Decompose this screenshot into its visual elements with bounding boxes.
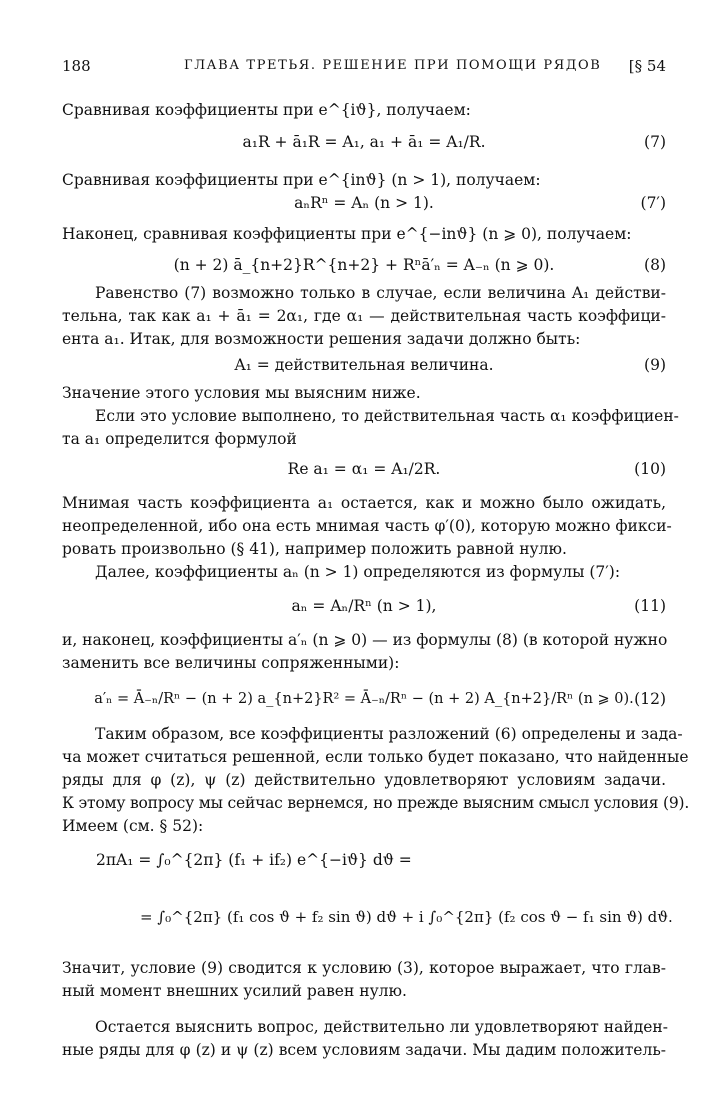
integral-equation-line-1: 2πA₁ = ∫₀^{2π} (f₁ + if₂) e^{−iϑ} dϑ = [96, 851, 412, 869]
paragraph-line: заменить все величины сопряженными): [62, 654, 400, 672]
equation-8: (n + 2) ā_{n+2}R^{n+2} + Rⁿā′ₙ = A₋ₙ (n ⩾ 0). [173, 256, 555, 274]
equation-number: (12) [634, 690, 666, 708]
section-marker: [§ 54 [628, 57, 666, 75]
paragraph-line: Имеем (см. § 52): [62, 817, 204, 835]
paragraph-line: ный момент внешних усилий равен нулю. [62, 982, 407, 1000]
paragraph-line: тельна, так как a₁ + ā₁ = 2α₁, где α₁ — действительная часть коэффици- [62, 307, 666, 325]
paragraph-line: неопределенной, ибо она есть мнимая часть φ′(0), которую можно фикси- [62, 517, 672, 535]
equation-number: (7) [644, 133, 666, 151]
paragraph-line: Равенство (7) возможно только в случае, если величина A₁ действи- [95, 284, 666, 302]
equation-number: (9) [644, 356, 666, 374]
paragraph-line: К этому вопросу мы сейчас вернемся, но прежде выясним смысл условия (9). [62, 794, 690, 812]
paragraph-line: Мнимая часть коэффициента a₁ остается, как и можно было ожидать, [62, 494, 666, 512]
paragraph-line: Наконец, сравнивая коэффициенты при e^{−inϑ} (n ⩾ 0), получаем: [62, 225, 632, 243]
paragraph-line: Значение этого условия мы выясним ниже. [62, 384, 421, 402]
running-header [62, 57, 666, 77]
equation-10: Re a₁ = α₁ = A₁/2R. [287, 460, 441, 478]
paragraph-line: ровать произвольно (§ 41), например положить равной нулю. [62, 540, 567, 558]
paragraph-line: ента a₁. Итак, для возможности решения задачи должно быть: [62, 330, 581, 348]
paragraph-line: Остается выяснить вопрос, действительно ли удовлетворяют найден- [95, 1018, 668, 1036]
paragraph-line: ча может считаться решенной, если только будет показано, что найденные [62, 748, 689, 766]
paragraph-line: и, наконец, коэффициенты a′ₙ (n ⩾ 0) — из формулы (8) (в которой нужно [62, 631, 668, 649]
equation-7-prime: aₙRⁿ = Aₙ (n > 1). [294, 194, 434, 212]
paragraph-line: Сравнивая коэффициенты при e^{inϑ} (n > 1), получаем: [62, 171, 541, 189]
paragraph-line: Далее, коэффициенты aₙ (n > 1) определяются из формулы (7′): [95, 563, 621, 581]
equation-number: (10) [634, 460, 666, 478]
paragraph-line: Сравнивая коэффициенты при e^{iϑ}, получаем: [62, 101, 471, 119]
running-title: ГЛАВА ТРЕТЬЯ. РЕШЕНИЕ ПРИ ПОМОЩИ РЯДОВ [184, 58, 602, 73]
page-number: 188 [62, 57, 91, 75]
equation-number: (11) [634, 597, 666, 615]
equation-11: aₙ = Aₙ/Rⁿ (n > 1), [291, 597, 437, 615]
equation-7: a₁R + ā₁R = A₁, a₁ + ā₁ = A₁/R. [242, 133, 486, 151]
paragraph-line: ные ряды для φ (z) и ψ (z) всем условиям задачи. Мы дадим положитель- [62, 1041, 666, 1059]
paragraph-line: ряды для φ (z), ψ (z) действительно удовлетворяют условиям задачи. [62, 771, 666, 789]
equation-9: A₁ = действительная величина. [234, 356, 494, 374]
paragraph-line: Таким образом, все коэффициенты разложений (6) определены и зада- [95, 725, 683, 743]
equation-number: (7′) [640, 194, 666, 212]
equation-number: (8) [644, 256, 666, 274]
equation-12: a′ₙ = Ā₋ₙ/Rⁿ − (n + 2) a_{n+2}R² = Ā₋ₙ/Rⁿ − (n + 2) A_{n+2}/Rⁿ (n ⩾ 0). [94, 691, 634, 707]
integral-equation-line-2: = ∫₀^{2π} (f₁ cos ϑ + f₂ sin ϑ) dϑ + i ∫₀^{2π} (f₂ cos ϑ − f₁ sin ϑ) dϑ. [140, 908, 673, 926]
paragraph-line: Значит, условие (9) сводится к условию (3), которое выражает, что глав- [62, 959, 666, 977]
paragraph-line: Если это условие выполнено, то действительная часть α₁ коэффициен- [95, 407, 679, 425]
paragraph-line: та a₁ определится формулой [62, 430, 297, 448]
